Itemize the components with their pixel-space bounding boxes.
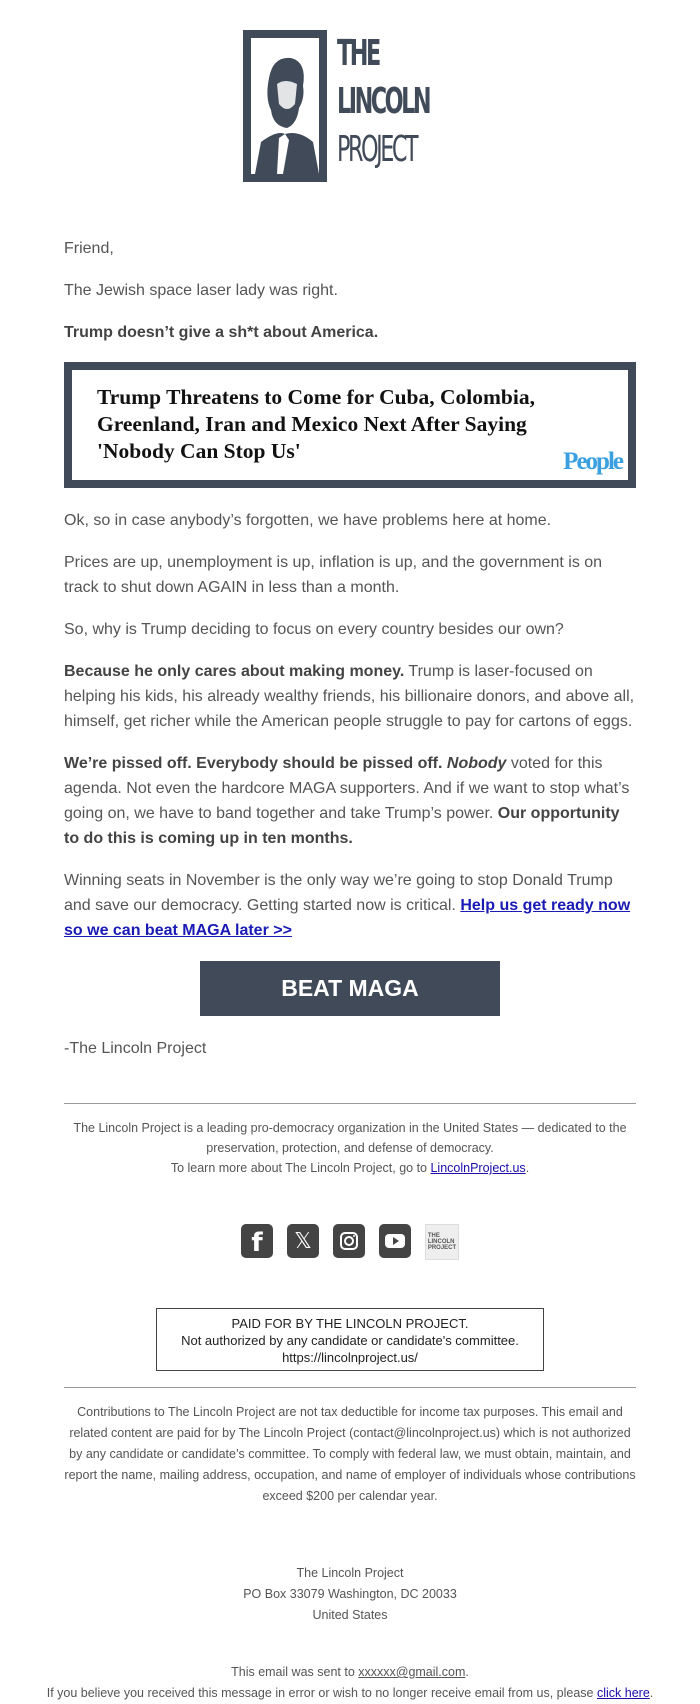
instagram-icon[interactable] xyxy=(333,1224,365,1258)
paid-for-disclaimer: PAID FOR BY THE LINCOLN PROJECT. Not authorized by any candidate or candidate's committee. https://lincolnproject.us/ xyxy=(156,1308,544,1371)
x-icon[interactable]: 𝕏 xyxy=(287,1224,319,1258)
about-text: The Lincoln Project is a leading pro-democracy organization in the United States — dedicated to the preservation, protection, and defense of democracy. To learn more about The Lincoln Project, go to LincolnProject.us. xyxy=(73,1121,627,1175)
paragraph: We’re pissed off. Everybody should be pissed off. Nobody voted for this agenda. Not even the hardcore MAGA supporters. And if we want to stop what’s going on, we have to band together and take Trump’s power. Our opportunity to do this is coming up in ten months. xyxy=(64,755,630,847)
paragraph: Winning seats in November is the only way we’re going to stop Donald Trump and save our democracy. Getting started now is critical. Help us get ready now so we can beat MAGA later >> xyxy=(64,872,631,939)
email-footer: This email was sent to xxxxxx@gmail.com. If you believe you received this message in error or wish to no longer receive email from us, please click here. xyxy=(46,1665,654,1700)
paragraph: Because he only cares about making money. Trump is laser-focused on helping his kids, his already wealthy friends, his billionaire donors, and above all, himself, get richer while the American people struggle to pay for cartons of eggs. xyxy=(64,663,635,730)
beat-maga-button[interactable]: BEAT MAGA xyxy=(200,961,500,1016)
lincoln-portrait-icon xyxy=(243,30,327,182)
donate-link[interactable]: Help us get ready now so we can beat MAGA later >> xyxy=(64,897,631,939)
people-logo: People xyxy=(563,448,622,475)
lincoln-project-icon[interactable]: THE LINCOLN PROJECT xyxy=(425,1224,459,1260)
paragraph: Prices are up, unemployment is up, inflation is up, and the government is on track to shut down AGAIN in less than a month. xyxy=(64,554,603,596)
greeting: Friend, xyxy=(64,240,114,257)
divider xyxy=(64,1387,636,1388)
recipient-email[interactable]: xxxxxx@gmail.com xyxy=(358,1665,466,1679)
lincoln-project-logo xyxy=(64,0,636,190)
news-headline-image xyxy=(64,362,636,488)
mailing-address: The Lincoln Project PO Box 33079 Washington, DC 20033 United States xyxy=(243,1566,457,1622)
contributions-disclaimer: Contributions to The Lincoln Project are not tax deductible for income tax purposes. This email and related content are paid for by The Lincoln Project (contact@lincolnproject.us) which is not authorized by any candidate or candidate’s committee. To comply with federal law, we must obtain, maintain, and report the name, mailing address, occupation, and name of employer of individuals whose contributions exceed $200 per calendar year. xyxy=(64,1405,636,1503)
paragraph: The Jewish space laser lady was right. xyxy=(64,282,338,299)
paragraph-bold: Trump doesn’t give a sh*t about America. xyxy=(64,324,379,341)
news-headline: Trump Threatens to Come for Cuba, Colombia, Greenland, Iran and Mexico Next After Saying 'Nobody Can Stop Us' xyxy=(97,385,535,463)
signoff: -The Lincoln Project xyxy=(64,1040,207,1057)
facebook-icon[interactable]: f xyxy=(241,1224,273,1258)
social-links xyxy=(64,1224,636,1260)
paragraph: So, why is Trump deciding to focus on every country besides our own? xyxy=(64,621,564,638)
logo-wordmark: THE LINCOLN PROJECT xyxy=(337,33,430,170)
divider xyxy=(64,1103,636,1104)
paragraph: Ok, so in case anybody’s forgotten, we have problems here at home. xyxy=(64,512,552,529)
lincolnproject-link[interactable]: LincolnProject.us xyxy=(430,1161,526,1175)
unsubscribe-link[interactable]: click here xyxy=(596,1686,650,1700)
youtube-icon[interactable] xyxy=(379,1224,411,1258)
